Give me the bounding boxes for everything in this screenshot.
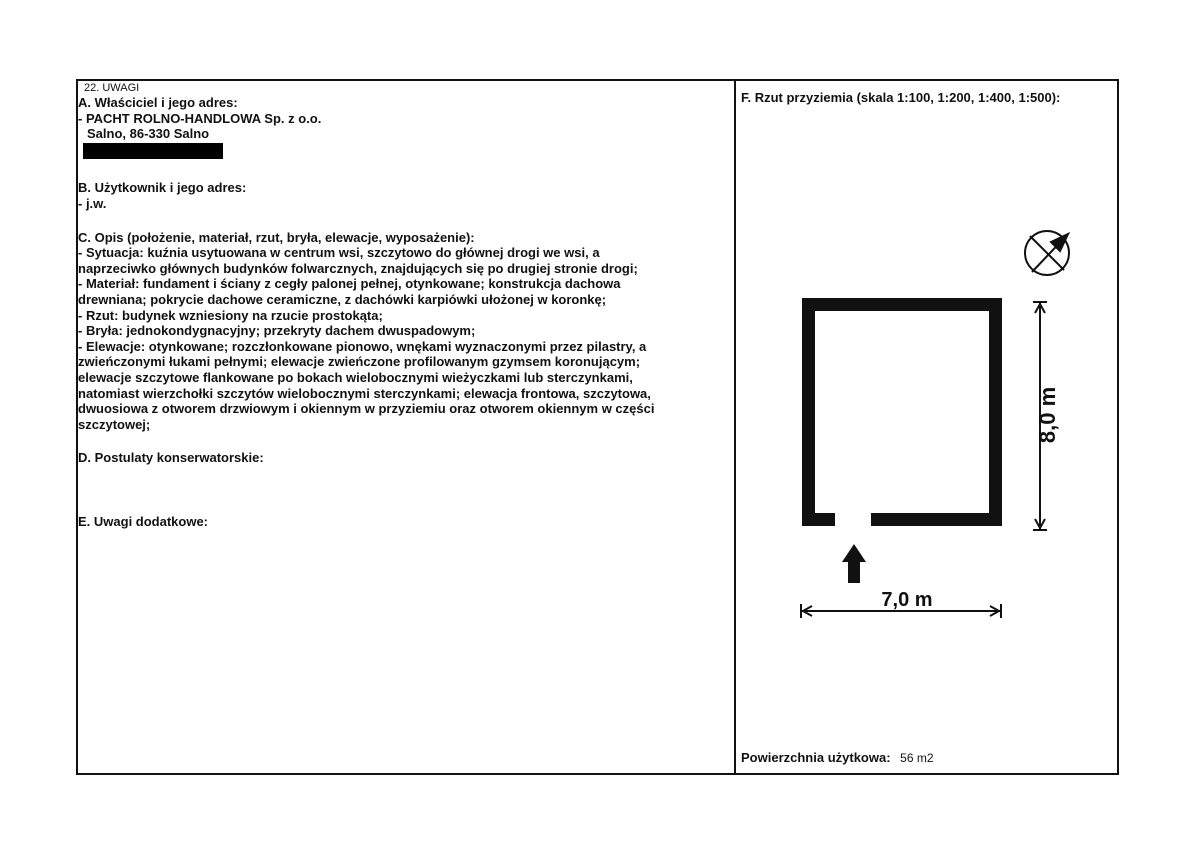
- description-line: - Rzut: budynek wzniesiony na rzucie prostokąta;: [78, 307, 383, 323]
- description-line: - Materiał: fundament i ściany z cegły palonej pełnej, otynkowane; konstrukcja dachowa: [78, 276, 621, 292]
- section-number: 22. UWAGI: [84, 82, 140, 94]
- description-line: dwuosiowa z otworem drzwiowym i okiennym w przyziemiu oraz otworem okiennym w części: [78, 401, 655, 417]
- owner-address: Salno, 86-330 Salno: [87, 126, 210, 142]
- height-dimension-label: 8,0 m: [1035, 386, 1060, 444]
- remarks-heading: E. Uwagi dodatkowe:: [78, 513, 209, 529]
- owner-name: - PACHT ROLNO-HANDLOWA Sp. z o.o.: [78, 110, 322, 126]
- description-line: natomiast wierzchołki szczytów wielobocznymi sterczynkami; elewacja frontowa, szczytowa,: [78, 385, 651, 401]
- entrance-arrow-icon: [842, 544, 866, 583]
- postulates-heading: D. Postulaty konserwatorskie:: [78, 450, 264, 466]
- usable-area-label: Powierzchnia użytkowa:: [741, 750, 891, 765]
- width-dimension-label: 7,0 m: [881, 589, 933, 611]
- usable-area-value: 56 m2: [900, 751, 934, 765]
- description-line: szczytowej;: [78, 416, 151, 432]
- description-line: - Elewacje: otynkowane; rozczłonkowane pionowo, wnękami wyznaczonymi przez pilastry, a: [78, 338, 647, 354]
- description-line: zwieńczonymi łukami pełnymi; elewacje zwieńczone profilowanym gzymsem koronującym;: [78, 354, 641, 370]
- plan-heading: F. Rzut przyziemia (skala 1:100, 1:200, 1:400, 1:500):: [741, 90, 1061, 105]
- user-heading: B. Użytkownik i jego adres:: [78, 180, 247, 196]
- building-walls: [802, 298, 1002, 526]
- owner-heading: A. Właściciel i jego adres:: [78, 95, 238, 110]
- description-line: naprzeciwko głównych budynków folwarcznych, znajdujących się po drugiej stronie drogi;: [78, 260, 638, 276]
- usable-area: [741, 750, 934, 765]
- description-line: - Sytuacja: kuźnia usytuowana w centrum wsi, szczytowo do głównej drogi we wsi, a: [78, 245, 600, 261]
- description-line: drewniana; pokrycie dachowe ceramiczne, z dachówki karpiówki ułożonej w koronkę;: [78, 291, 607, 307]
- description-line: - Bryła: jednokondygnacyjny; przekryty dachem dwuspadowym;: [78, 323, 476, 339]
- description-line: elewacje szczytowe flankowane po bokach wielobocznymi wieżyczkami lub sterczynkami,: [78, 369, 633, 385]
- north-arrow-icon: [1025, 231, 1069, 275]
- user-address: - j.w.: [78, 195, 107, 211]
- description-heading: C. Opis (położenie, materiał, rzut, bryła, elewacje, wyposażenie):: [78, 229, 475, 245]
